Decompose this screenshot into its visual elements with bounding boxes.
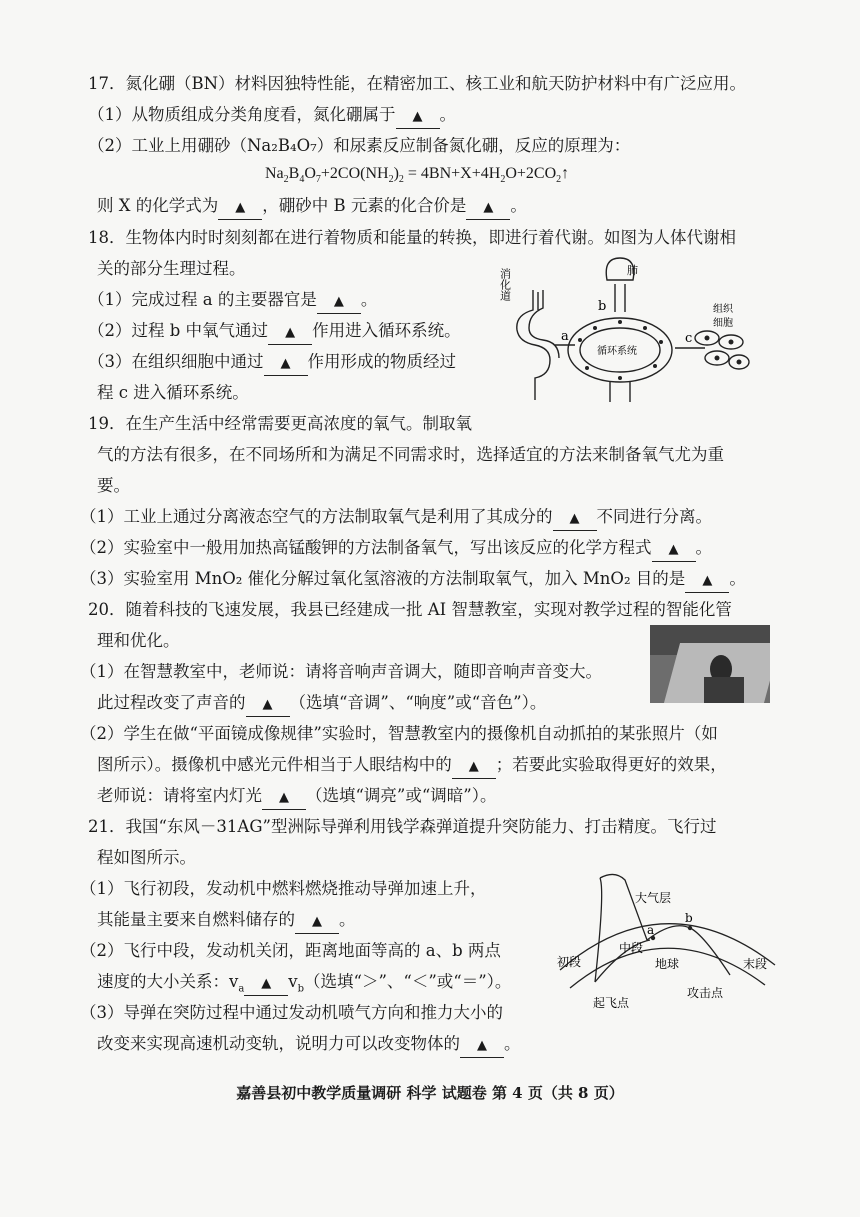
q20-part1-cont: 此过程改变了声音的 ▲ （选填“音调”、“响度”或“音色”）。 — [97, 692, 546, 717]
answer-blank[interactable]: ▲ — [553, 508, 597, 531]
terminal-stage-label: 末段 — [743, 957, 768, 971]
answer-blank[interactable]: ▲ — [466, 197, 510, 220]
answer-blank[interactable]: ▲ — [396, 106, 440, 129]
answer-blank[interactable]: ▲ — [460, 1035, 504, 1058]
digestive-label: 消化道 — [498, 268, 512, 301]
metabolism-diagram — [495, 250, 755, 420]
q19-stem-2: 气的方法有很多，在不同场所和为满足不同需求时，选择适宜的方法来制备氧气尤为重 — [97, 445, 724, 464]
q18-part2: （2）过程 b 中氧气通过 ▲ 作用进入循环系统。 — [88, 320, 461, 345]
earth-label: 地球 — [655, 957, 680, 971]
q19-part2: （2）实验室中一般用加热高锰酸钾的方法制备氧气，写出该反应的化学方程式 ▲ 。 — [80, 537, 712, 562]
q21-part3-cont: 改变来实现高速机动变轨，说明力可以改变物体的 ▲ 。 — [97, 1033, 521, 1058]
answer-blank[interactable]: ▲ — [652, 539, 696, 562]
q20-stem-1: 20．随着科技的飞速发展，我县已经建成一批 AI 智慧教室，实现对教学过程的智能化管 — [88, 600, 732, 619]
q20-part2-cont: 图所示）。摄像机中感光元件相当于人眼结构中的 ▲ ；若要此实验取得更好的效果， — [97, 754, 727, 779]
answer-blank[interactable]: ▲ — [268, 322, 312, 345]
q21-part1: （1）飞行初段，发动机中燃料燃烧推动导弹加速上升， — [80, 879, 487, 898]
q18-stem-1: 18．生物体内时时刻刻都在进行着物质和能量的转换，即进行着代谢。如图为人体代谢相 — [88, 228, 736, 247]
midcourse-label: 中段 — [619, 941, 644, 955]
atmosphere-label: 大气层 — [635, 891, 672, 905]
reaction-equation: $Na_2B_4O_7+2CO(NH_2)_2$ = $4BN+X+4H_2O+2CO_2↑$ — [265, 165, 570, 186]
q18-part1: （1）完成过程 a 的主要器官是 ▲ 。 — [88, 289, 377, 314]
tissue-label-2: 细胞 — [713, 318, 733, 329]
missile-trajectory-diagram — [555, 870, 780, 1015]
q18-part3-cont: 程 c 进入循环系统。 — [97, 383, 249, 402]
target-point-label: 攻击点 — [687, 986, 724, 1000]
q17-part3: 则 X 的化学式为 ▲ ，硼砂中 B 元素的化合价是 ▲ 。 — [97, 195, 527, 220]
q21-part2: （2）飞行中段，发动机关闭，距离地面等高的 a、b 两点 — [80, 941, 501, 960]
q17-stem: 17．氮化硼（BN）材料因独特性能，在精密加工、核工业和航天防护材料中有广泛应用。 — [88, 74, 747, 93]
q20-stem-2: 理和优化。 — [97, 631, 180, 650]
answer-blank[interactable]: ▲ — [246, 694, 290, 717]
initial-stage-label: 初段 — [557, 955, 582, 969]
q21-part2-cont: 速度的大小关系：$v_a$ ▲ $v_b$（选填“＞”、“＜”或“＝”）。 — [97, 972, 512, 995]
classroom-photo — [650, 625, 770, 703]
page-footer: 嘉善县初中教学质量调研 科学 试题卷 第 4 页（共 8 页） — [236, 1084, 624, 1102]
q20-part1: （1）在智慧教室中，老师说：请将音响声音调大，随即音响声音变大。 — [80, 662, 602, 681]
process-c-label: c — [685, 331, 693, 346]
process-b-label: b — [598, 299, 607, 314]
answer-blank[interactable]: ▲ — [295, 911, 339, 934]
launch-point-label: 起飞点 — [593, 996, 630, 1010]
answer-blank[interactable]: ▲ — [244, 973, 288, 996]
answer-blank[interactable]: ▲ — [262, 787, 306, 810]
q19-stem-3: 要。 — [97, 476, 130, 495]
q21-stem-1: 21．我国“东风－31AG”型洲际导弹利用钱学森弹道提升突防能力、打击精度。飞行过 — [88, 817, 717, 836]
q21-part3: （3）导弹在突防过程中通过发动机喷气方向和推力大小的 — [80, 1003, 503, 1022]
q20-part2-cont2: 老师说：请将室内灯光 ▲ （选填“调亮”或“调暗”）。 — [97, 785, 497, 810]
q19-stem-1: 19．在生产生活中经常需要更高浓度的氧气。制取氧 — [88, 414, 472, 433]
tissue-label-1: 组织 — [713, 304, 733, 315]
q17-part2: （2）工业上用硼砂（Na₂B₄O₇）和尿素反应制备氮化硼，反应的原理为： — [88, 136, 631, 155]
answer-blank[interactable]: ▲ — [685, 570, 729, 593]
q18-stem-2: 关的部分生理过程。 — [97, 259, 246, 278]
q19-part1: （1）工业上通过分离液态空气的方法制取氧气是利用了其成分的 ▲ 不同进行分离。 — [80, 506, 712, 531]
q18-part3: （3）在组织细胞中通过 ▲ 作用形成的物质经过 — [88, 351, 456, 376]
lung-label: 肺 — [627, 264, 638, 277]
answer-blank[interactable]: ▲ — [317, 291, 361, 314]
point-b-label: b — [685, 911, 693, 925]
answer-blank[interactable]: ▲ — [264, 353, 308, 376]
q19-part3: （3）实验室用 MnO₂ 催化分解过氧化氢溶液的方法制取氧气，加入 MnO₂ 目的是 ▲ 。 — [80, 568, 746, 593]
q21-stem-2: 程如图所示。 — [97, 848, 196, 867]
answer-blank[interactable]: ▲ — [452, 756, 496, 779]
circulation-label: 循环系统 — [597, 346, 637, 357]
q17-part1: （1）从物质组成分类角度看，氮化硼属于 ▲ 。 — [88, 104, 456, 129]
photo-student-body — [704, 677, 744, 703]
q21-part1-cont: 其能量主要来自燃料储存的 ▲ 。 — [97, 909, 356, 934]
point-a-label: a — [647, 923, 655, 937]
q20-part2: （2）学生在做“平面镜成像规律”实验时，智慧教室内的摄像机自动抓拍的某张照片（如 — [80, 724, 718, 743]
answer-blank[interactable]: ▲ — [218, 197, 262, 220]
process-a-label: a — [561, 329, 569, 344]
